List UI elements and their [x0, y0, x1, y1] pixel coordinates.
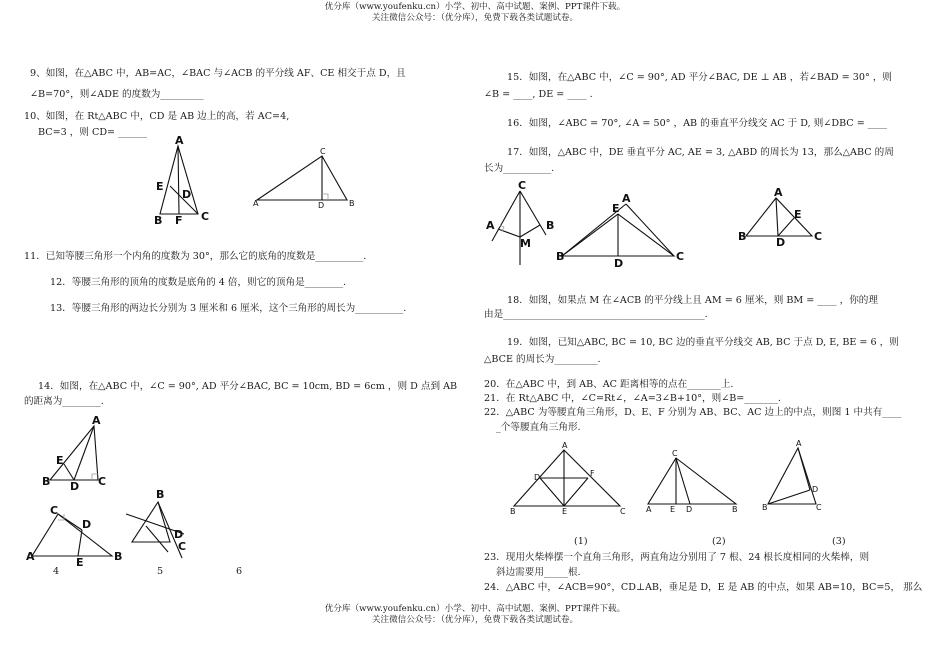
svg-text:A: A: [175, 134, 184, 147]
question-12: 12．等腰三角形的顶角的度数是底角的 4 倍，则它的顶角是________.: [50, 277, 347, 288]
svg-text:E: E: [612, 202, 620, 215]
svg-text:F: F: [175, 214, 183, 227]
figure-q17-triangle: [736, 186, 826, 249]
figure-label-1: (1): [574, 536, 588, 547]
question-21: 21．在 Rt△ABC 中，∠C=Rt∠，∠A=3∠B+10°，则∠B=_______.: [484, 393, 781, 404]
figure-label-3: (3): [832, 536, 846, 547]
question-10-line-2: BC=3 ，则 CD= ______: [38, 127, 147, 138]
figure-label-6: 6: [236, 566, 243, 577]
svg-text:A: A: [622, 192, 631, 205]
svg-text:A: A: [26, 550, 35, 563]
question-22-line-2: _个等腰直角三角形.: [496, 422, 581, 433]
svg-text:B: B: [510, 507, 516, 516]
svg-text:D: D: [318, 201, 325, 210]
header-line-1: 优分库（www.youfenku.cn）小学、初中、高中试题、案例、PPT课件下载。: [324, 2, 626, 12]
svg-text:B: B: [114, 550, 123, 563]
question-18-line-1: 18．如图，如果点 M 在∠ACB 的平分线上且 AM = 6 厘米，则 BM = ____ ，你的理: [507, 295, 878, 306]
svg-text:C: C: [50, 504, 59, 517]
question-24: 24．△ABC 中，∠ACB=90°，CD⊥AB，垂足是 D，E 是 AB 的中点，如果 AB=10，BC=5， 那么: [484, 582, 923, 593]
svg-text:D: D: [70, 480, 80, 493]
svg-text:D: D: [776, 236, 786, 249]
figure-5: [126, 488, 196, 564]
figure-q14-triangle: [40, 414, 110, 493]
figure-q22-3: [762, 439, 824, 516]
question-19-line-2: △BCE 的周长为_________.: [484, 354, 601, 365]
svg-text:A: A: [486, 219, 495, 232]
svg-text:C: C: [816, 503, 822, 512]
question-17-line-2: 长为__________.: [484, 163, 555, 174]
question-23-line-1: 23．现用火柴棒摆一个直角三角形，两直角边分别用了 7 根、24 根长度相同的火柴棒，则: [484, 552, 870, 563]
svg-text:C: C: [98, 475, 107, 488]
svg-text:B: B: [349, 199, 355, 208]
figure-label-4: 4: [53, 566, 60, 577]
svg-text:M: M: [520, 237, 531, 250]
question-19-line-1: 19．如图，已知△ABC, BC = 10, BC 边的垂直平分线交 AB, BC 于点 D, E, BE = 6 ，则: [507, 337, 899, 348]
svg-text:B: B: [42, 475, 51, 488]
figure-label-2: (2): [712, 536, 726, 547]
question-23-line-2: 斜边需要用_____根.: [496, 567, 581, 578]
question-17-line-1: 17．如图，△ABC 中，DE 垂直平分 AC, AE = 3, △ABD 的周长为 13，那么△ABC 的周: [507, 147, 894, 158]
question-10-line-1: 10、如图，在 Rt△ABC 中，CD 是 AB 边上的高，若 AC=4,: [24, 111, 290, 122]
question-14-line-1: 14．如图，在△ABC 中，∠C = 90°, AD 平分∠BAC, BC = 10cm, BD = 6cm ，则 D 点到 AB: [38, 381, 458, 392]
svg-text:C: C: [814, 230, 823, 243]
figure-q16-triangle: [556, 192, 686, 270]
svg-text:C: C: [201, 210, 210, 223]
svg-text:F: F: [590, 469, 595, 478]
svg-text:A: A: [646, 505, 652, 514]
question-13: 13．等腰三角形的两边长分别为 3 厘米和 6 厘米，这个三角形的周长为__________.: [50, 303, 407, 314]
svg-text:B: B: [738, 230, 747, 243]
figure-q9-triangle: [150, 134, 220, 228]
question-18-line-2: 由是__________________________________________.: [484, 309, 708, 320]
svg-text:D: D: [82, 518, 92, 531]
svg-text:D: D: [174, 528, 184, 541]
svg-text:B: B: [732, 505, 738, 514]
svg-text:E: E: [794, 208, 802, 221]
figure-4: [26, 504, 123, 569]
svg-text:B: B: [556, 250, 565, 263]
figure-q15-angle: [484, 179, 555, 267]
figure-q22-2: [646, 449, 742, 514]
figure-label-5: 5: [157, 566, 164, 577]
question-9-line-1: 9、如图，在△ABC 中，AB=AC，∠BAC 与∠ACB 的平分线 AF、CE 相交于点 D，且: [30, 68, 406, 79]
svg-text:D: D: [182, 188, 192, 201]
svg-text:D: D: [686, 505, 693, 514]
svg-text:B: B: [156, 488, 165, 501]
footer-line-2: 关注微信公众号：（优分库），免费下载各类试题试卷。: [371, 615, 579, 625]
svg-text:E: E: [56, 454, 64, 467]
svg-text:C: C: [178, 540, 187, 553]
svg-text:D: D: [534, 473, 541, 482]
question-15-line-1: 15．如图，在△ABC 中，∠C = 90°, AD 平分∠BAC, DE ⊥ AB ，若∠BAD = 30° ，则: [507, 72, 893, 83]
svg-text:C: C: [518, 179, 527, 192]
svg-text:D: D: [614, 257, 624, 270]
svg-text:C: C: [320, 147, 326, 156]
svg-text:E: E: [76, 556, 84, 569]
svg-text:B: B: [762, 503, 768, 512]
svg-text:E: E: [562, 507, 568, 516]
footer-line-1: 优分库（www.youfenku.cn）小学、初中、高中试题、案例、PPT课件下载。: [324, 604, 626, 614]
figure-q22-1: [508, 441, 628, 520]
header-line-2: 关注微信公众号：（优分库），免费下载各类试题试卷。: [371, 13, 579, 23]
svg-text:C: C: [676, 250, 685, 263]
svg-text:A: A: [562, 441, 568, 450]
svg-text:A: A: [774, 186, 783, 199]
svg-text:A: A: [92, 414, 101, 427]
figure-q10-right-triangle: [252, 148, 362, 210]
svg-text:E: E: [156, 180, 164, 193]
svg-text:A: A: [796, 439, 802, 448]
svg-text:A: A: [253, 199, 259, 208]
svg-text:C: C: [672, 449, 678, 458]
svg-text:E: E: [670, 505, 676, 514]
question-20: 20．在△ABC 中，到 AB、AC 距离相等的点在_______上.: [484, 379, 734, 390]
question-14-line-2: 的距离为________.: [24, 396, 104, 407]
svg-text:C: C: [620, 507, 626, 516]
question-9-line-2: ∠B=70°，则∠ADE 的度数为_________: [30, 89, 204, 100]
svg-text:B: B: [546, 219, 555, 232]
question-11: 11．已知等腰三角形一个内角的度数为 30°，那么它的底角的度数是__________.: [24, 251, 367, 262]
svg-text:D: D: [812, 485, 819, 494]
question-15-line-2: ∠B = ____, DE = ____ .: [484, 89, 593, 100]
question-22-line-1: 22．△ABC 为等腰直角三角形，D、E、F 分别为 AB、BC、AC 边上的中点，则图 1 中共有____: [484, 407, 902, 418]
svg-text:B: B: [154, 214, 163, 227]
question-16: 16．如图，∠ABC = 70°, ∠A = 50° ，AB 的垂直平分线交 AC 于 D, 则∠DBC = ____: [507, 118, 887, 129]
